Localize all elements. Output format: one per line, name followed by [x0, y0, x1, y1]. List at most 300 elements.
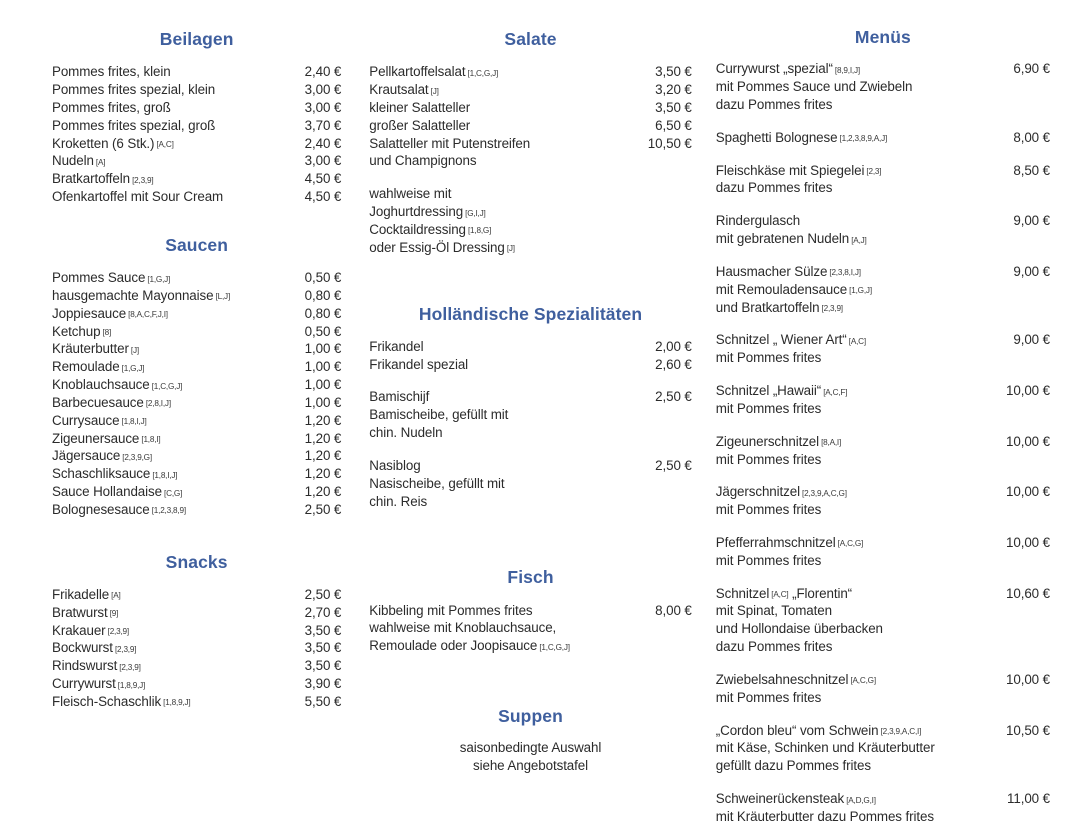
menu-item-price: 1,00 €: [304, 359, 342, 375]
menu-item: [369, 135, 692, 171]
menu-item-names: [52, 483, 289, 501]
menu-item: [52, 117, 341, 135]
allergen-codes: [2,3,9,G]: [120, 452, 152, 462]
menu-item-name: Frikandel: [369, 338, 424, 354]
dressing-intro: wahlweise mit: [369, 186, 452, 202]
menu-item-price: 10,50 €: [1006, 722, 1050, 738]
dressing-option: Joghurtdressing [G,I,J]: [369, 204, 486, 220]
menu-item-name: Bolognesesauce [1,2,3,8,9]: [52, 501, 186, 517]
menu-item-name: Sauce Hollandaise [C,G]: [52, 484, 183, 500]
menu-item-description: dazu Pommes frites: [715, 639, 833, 655]
menu-item-name: Kibbeling mit Pommes frites: [369, 602, 533, 618]
menu-item-names: [716, 60, 992, 113]
menu-item: [52, 412, 341, 430]
menu-item-price: 5,50 €: [304, 693, 342, 709]
menu-item-price: 0,50 €: [304, 270, 342, 286]
menu-item-name: Frikandel spezial: [369, 356, 469, 372]
menu-item-names: [369, 117, 636, 135]
menu-item: [369, 117, 692, 135]
suppen-line: siehe Angebotstafel: [473, 758, 589, 774]
menu-item-name: Krautsalat [J]: [369, 82, 439, 98]
allergen-codes: [2,3,9]: [105, 627, 129, 637]
allergen-codes: [2,3,8,I,J]: [827, 268, 861, 278]
menu-item-name: Currywurst „spezial“ [8,9,I,J]: [715, 61, 860, 77]
menu-item-name: Bockwurst [2,3,9]: [52, 640, 137, 656]
allergen-codes: [2,3]: [864, 167, 882, 177]
menu-item-description: mit Pommes Sauce und Zwiebeln: [715, 79, 913, 95]
menu-item-description: wahlweise mit Knoblauchsauce,: [369, 620, 557, 636]
menu-item-names: [716, 671, 992, 707]
menu-item: [52, 376, 341, 394]
menu-item-names: [52, 430, 289, 448]
menu-item-name: Bamischijf: [369, 389, 430, 405]
menu-item-description: und Bratkartoffeln [2,3,9]: [715, 299, 843, 315]
menu-item-name: Fleischkäse mit Spiegelei [2,3]: [715, 162, 882, 178]
menu-item-name: Fleisch-Schaschlik [1,8,9,J]: [52, 693, 191, 709]
menu-item-name: Schaschliksauce [1,8,I,J]: [52, 466, 178, 482]
section-title-beilagen: Beilagen: [159, 29, 234, 49]
menu-item: [369, 81, 692, 99]
menu-item-description: gefüllt dazu Pommes frites: [715, 758, 871, 774]
menu-item-price: 3,50 €: [655, 99, 692, 115]
menu-item-names: [52, 117, 289, 135]
menu-item-price: 1,20 €: [304, 412, 342, 428]
menu-item-names: [716, 534, 992, 570]
menu-item: [369, 602, 692, 655]
menu-item-names: [716, 162, 992, 198]
menu-item: [716, 722, 1050, 775]
menu-item-names: [52, 135, 289, 153]
menu-item-description: mit Spinat, Tomaten: [715, 603, 832, 619]
menu-item: [52, 81, 341, 99]
menu-item-names: [52, 675, 289, 693]
menu-item-names: [52, 170, 289, 188]
menu-item-names: [52, 376, 289, 394]
dressing-option: Cocktaildressing [1,8,G]: [369, 221, 492, 237]
menu-item-name: „Cordon bleu“ vom Schwein [2,3,9,A,C,I]: [715, 722, 922, 738]
menu-item-names: [369, 602, 636, 655]
menu-item: [716, 129, 1050, 147]
menu-item-names: [369, 388, 636, 441]
menu-item-name: Pellkartoffelsalat [1,C,G,J]: [369, 64, 499, 80]
menu-item: [52, 305, 341, 323]
menu-item-price: 10,50 €: [647, 135, 692, 151]
menu-item: [716, 671, 1050, 707]
menu-item-price: 1,00 €: [304, 341, 342, 357]
menu-item: [52, 340, 341, 358]
menu-item-name: Kräuterbutter [J]: [52, 341, 139, 357]
menu-item: [52, 465, 341, 483]
menu-item-name: Zigeunersauce [1,8,I]: [52, 430, 161, 446]
salate-dressing-note: [369, 185, 692, 256]
menu-item-description: Bamischeibe, gefüllt mit: [369, 407, 509, 423]
section-title-salate: Salate: [504, 29, 557, 49]
allergen-codes: [8,A,I]: [819, 438, 842, 448]
menu-item: [52, 152, 341, 170]
menu-item-description: mit Käse, Schinken und Kräuterbutter: [715, 740, 935, 756]
menu-item: [716, 263, 1050, 316]
spacer: [369, 170, 692, 185]
menu-item-price: 9,00 €: [1013, 263, 1050, 279]
menu-item-price: 0,80 €: [304, 305, 342, 321]
menu-item-names: [716, 331, 992, 367]
allergen-codes: [1,G,J]: [847, 286, 872, 296]
column-left: [26, 14, 349, 760]
menu-item-description: mit Remouladensauce [1,G,J]: [715, 281, 872, 297]
menu-item-name: Frikadelle [A]: [52, 586, 121, 602]
menu-item-price: 3,90 €: [304, 676, 342, 692]
allergen-codes: [C,G]: [161, 488, 183, 498]
menu-item-price: 2,70 €: [304, 604, 342, 620]
allergen-codes: [1,2,3,8,9,A,J]: [837, 134, 888, 144]
menu-item-price: 8,00 €: [1013, 129, 1050, 145]
menu-item-description: chin. Nudeln: [369, 425, 443, 441]
menu-item-names: [52, 465, 289, 483]
menu-item: [52, 639, 341, 657]
menu-item-name: Rindswurst [2,3,9]: [52, 658, 141, 674]
allergen-codes: [A,C,G]: [848, 676, 876, 686]
menu-item-name: Schnitzel [A,C] „Florentin“: [715, 585, 853, 601]
list-snacks: [52, 586, 341, 711]
menu-item-name: Ketchup [8]: [52, 323, 112, 339]
menu-item-names: [52, 622, 289, 640]
menu-item: [369, 338, 692, 356]
menu-item-names: [52, 447, 289, 465]
allergen-codes: [1,2,3,8,9]: [149, 506, 186, 516]
menu-item-names: [369, 356, 636, 374]
menu-item-name: Rindergulasch: [715, 213, 801, 229]
menu-item-price: 9,00 €: [1013, 332, 1050, 348]
menu-item-description: mit Pommes frites: [715, 552, 822, 568]
menu-item-names: [716, 585, 992, 656]
menu-item-description: mit Pommes frites: [715, 350, 822, 366]
allergen-codes: [A,C,G]: [835, 539, 864, 549]
menu-item-names: [52, 394, 289, 412]
menu-item-name: Bratwurst [9]: [52, 604, 119, 620]
menu-item-price: 3,50 €: [304, 622, 342, 638]
menu-item-name: Kroketten (6 Stk.) [A,C]: [52, 135, 174, 151]
menu-item: [52, 657, 341, 675]
menu-item: [52, 604, 341, 622]
menu-item-description: dazu Pommes frites: [715, 180, 833, 196]
menu-item-names: [52, 604, 289, 622]
menu-item: [716, 790, 1050, 826]
menu-item: [52, 693, 341, 711]
allergen-codes: [2,3,9,A,C,I]: [878, 727, 922, 737]
menu-item-names: [716, 129, 992, 147]
menu-item-price: 9,00 €: [1013, 213, 1050, 229]
menu-item: [52, 501, 341, 519]
menu-item-names: [52, 323, 289, 341]
menu-item: [369, 63, 692, 81]
allergen-codes: [2,3,9]: [112, 644, 137, 654]
menu-item-description: mit Pommes frites: [715, 451, 822, 467]
list-saucen: [52, 269, 341, 519]
menu-item-names: [716, 212, 992, 248]
menu-item-name: Remoulade [1,G,J]: [52, 359, 145, 375]
menu-item-names: [716, 433, 992, 469]
menu-item-price: 3,00 €: [304, 153, 342, 169]
menu-item: [716, 433, 1050, 469]
menu-item-name: Bratkartoffeln [2,3,9]: [52, 171, 154, 187]
menu-item-names: [52, 586, 289, 604]
section-title-saucen: Saucen: [165, 234, 229, 255]
menu-item-names: [716, 722, 992, 775]
allergen-codes: [1,8,9,J]: [115, 680, 146, 690]
list-beilagen: [52, 63, 341, 206]
allergen-codes: [2,8,I,J]: [143, 399, 171, 409]
menu-item: [716, 534, 1050, 570]
allergen-codes: [A,C]: [154, 140, 174, 150]
allergen-codes: [9]: [107, 609, 119, 619]
menu-item-name: Pfefferrahmschnitzel [A,C,G]: [715, 534, 864, 550]
section-title-snacks: Snacks: [165, 551, 228, 572]
menu-item: [369, 388, 692, 441]
menu-item-price: 3,50 €: [304, 658, 342, 674]
menu-item-description: und Champignons: [369, 153, 477, 169]
list-salate: [369, 63, 692, 170]
menu-item-name: Ofenkartoffel mit Sour Cream: [52, 189, 224, 205]
menu-item-name: Pommes frites, klein: [52, 64, 171, 80]
menu-item-price: 4,50 €: [304, 189, 342, 205]
menu-item-names: [369, 81, 636, 99]
allergen-codes: [1,G,J]: [119, 363, 145, 373]
menu-item-description: mit Pommes frites: [715, 689, 822, 705]
column-middle: [349, 14, 702, 774]
menu-item-name: Schnitzel „ Wiener Art“ [A,C]: [715, 332, 866, 348]
menu-item: [52, 63, 341, 81]
menu-item: [369, 99, 692, 117]
menu-item: [716, 60, 1050, 113]
menu-item-price: 2,60 €: [655, 356, 692, 372]
menu-item: [52, 287, 341, 305]
allergen-codes: [A,C]: [769, 590, 789, 600]
menu-item: [52, 430, 341, 448]
menu-item: [716, 483, 1050, 519]
menu-item-names: [52, 81, 289, 99]
menu-item: [52, 358, 341, 376]
menu-item: [52, 483, 341, 501]
menu-item-price: 4,50 €: [304, 171, 342, 187]
allergen-codes: [A]: [109, 591, 121, 601]
menu-item-names: [52, 287, 289, 305]
section-title-fisch: Fisch: [507, 567, 554, 588]
menu-item: [52, 622, 341, 640]
menu-item-name: Pommes Sauce [1,G,J]: [52, 270, 171, 286]
allergen-codes: [A,J]: [849, 235, 867, 245]
allergen-codes: [J]: [128, 345, 139, 355]
menu-item-names: [716, 382, 992, 418]
menu-item: [52, 586, 341, 604]
menu-item-names: [716, 483, 992, 519]
menu-item-price: 10,00 €: [1006, 383, 1050, 399]
list-hollaendische: [369, 338, 692, 511]
column-right: [702, 14, 1054, 824]
menu-item: [52, 269, 341, 287]
menu-item-name: Pommes frites, groß: [52, 99, 171, 115]
menu-item-description: Nasischeibe, gefüllt mit: [369, 475, 505, 491]
menu-item-price: 2,50 €: [655, 389, 692, 405]
menu-item: [716, 162, 1050, 198]
menu-item-description: chin. Reis: [369, 493, 428, 509]
allergen-codes: [1,8,9,J]: [161, 698, 191, 708]
menu-item-names: [716, 790, 992, 826]
menu-item-name: Hausmacher Sülze [2,3,8,I,J]: [715, 263, 861, 279]
menu-item-price: 0,80 €: [304, 287, 342, 303]
menu-item-price: 11,00 €: [1007, 791, 1050, 807]
menu-item-name: Jägerschnitzel [2,3,9,A,C,G]: [715, 484, 847, 500]
menu-item-price: 10,00 €: [1006, 433, 1050, 449]
menu-item-description: mit Pommes frites: [715, 502, 822, 518]
menu-item-names: [52, 693, 289, 711]
suppen-note: [369, 739, 692, 775]
allergen-codes: [1,8,I,J]: [150, 470, 178, 480]
menu-item-price: 1,00 €: [304, 377, 342, 393]
menu-item-names: [369, 457, 636, 510]
menu-item-names: [369, 135, 636, 171]
allergen-codes: [A,D,G,I]: [844, 795, 876, 805]
menu-item: [52, 394, 341, 412]
menu-item-price: 10,00 €: [1006, 484, 1050, 500]
menu-item-name: Knoblauchsauce [1,C,G,J]: [52, 377, 183, 393]
menu-item-price: 2,40 €: [304, 64, 342, 80]
menu-item-name: Currywurst [1,8,9,J]: [52, 676, 146, 692]
menu-item-names: [52, 269, 289, 287]
dressing-option: oder Essig-Öl Dressing [J]: [369, 239, 515, 255]
menu-item-price: 10,00 €: [1006, 671, 1050, 687]
menu-item-price: 8,50 €: [1013, 162, 1050, 178]
allergen-codes: [1,C,G,J]: [465, 68, 499, 78]
menu-item-names: [52, 152, 289, 170]
menu-item-description: und Hollondaise überbacken: [715, 621, 883, 637]
menu-item-description: dazu Pommes frites: [715, 96, 833, 112]
menu-item-price: 10,00 €: [1006, 534, 1050, 550]
menu-item-price: 1,20 €: [304, 448, 342, 464]
menu-item-names: [369, 338, 636, 356]
menu-item-name: Joppiesauce [8,A,C,F,J,I]: [52, 305, 168, 321]
menu-item-price: 1,00 €: [304, 394, 342, 410]
menu-item: [369, 356, 692, 374]
allergen-codes: [1,8,I]: [139, 435, 161, 445]
menu-item: [716, 382, 1050, 418]
allergen-codes: [G,I,J]: [463, 208, 486, 218]
menu-item-description: mit Kräuterbutter dazu Pommes frites: [715, 808, 934, 824]
menu-item-names: [52, 501, 289, 519]
allergen-codes: [1,8,G]: [465, 226, 492, 236]
menu-item-names: [52, 63, 289, 81]
allergen-codes: [A]: [93, 157, 106, 167]
menu-item-name: hausgemachte Mayonnaise [L,J]: [52, 287, 231, 303]
menu-item: [52, 447, 341, 465]
menu-item-names: [52, 340, 289, 358]
allergen-codes: [8,A,C,F,J,I]: [126, 310, 168, 320]
menu-item-name: Nasiblog: [369, 457, 421, 473]
menu-item: [369, 457, 692, 510]
menu-item-price: 3,70 €: [304, 117, 342, 133]
menu-item-price: 3,50 €: [655, 64, 692, 80]
menu-item-price: 6,50 €: [655, 117, 692, 133]
menu-item-price: 2,00 €: [655, 338, 692, 354]
menu-item-name: kleiner Salatteller: [369, 99, 471, 115]
menu-item-price: 6,90 €: [1013, 61, 1050, 77]
allergen-codes: [1,C,G,J]: [537, 642, 570, 652]
section-title-hollaendische: Holländische Spezialitäten: [418, 303, 643, 324]
menu-item-name: Pommes frites spezial, groß: [52, 117, 216, 133]
menu-item-description: Remoulade oder Joopisauce [1,C,G,J]: [369, 638, 570, 654]
allergen-codes: [A,C,F]: [821, 387, 848, 397]
allergen-codes: [J]: [428, 86, 439, 96]
menu-item: [52, 170, 341, 188]
allergen-codes: [A,C]: [846, 336, 866, 346]
allergen-codes: [L,J]: [213, 292, 231, 302]
allergen-codes: [2,3,9]: [130, 175, 154, 185]
menu-item-name: Schweinerückensteak [A,D,G,I]: [715, 791, 876, 807]
menu-item-name: Spaghetti Bolognese [1,2,3,8,9,A,J]: [715, 129, 888, 145]
menu-item-name: Schnitzel „Hawaii“ [A,C,F]: [715, 383, 848, 399]
menu-item-price: 1,20 €: [304, 430, 342, 446]
menu-item-price: 2,50 €: [304, 586, 342, 602]
menu-item-names: [52, 412, 289, 430]
menu-item-price: 3,20 €: [655, 82, 692, 98]
menu-item-names: [716, 263, 992, 316]
allergen-codes: [1,C,G,J]: [149, 381, 183, 391]
allergen-codes: [2,3,9]: [819, 304, 843, 314]
menu-item: [716, 585, 1050, 656]
menu-item-names: [52, 657, 289, 675]
menu-item-name: Zwiebelsahneschnitzel [A,C,G]: [715, 671, 876, 687]
menu-item-price: 8,00 €: [655, 602, 692, 618]
menu-item-names: [52, 99, 289, 117]
list-menus: [716, 60, 1050, 826]
menu-item-name: Krakauer [2,3,9]: [52, 622, 129, 638]
menu-item-price: 1,20 €: [304, 484, 342, 500]
menu-item-price: 0,50 €: [304, 323, 342, 339]
menu-item: [52, 188, 341, 206]
menu-item: [716, 331, 1050, 367]
menu-item-names: [52, 358, 289, 376]
menu-item-price: 2,50 €: [655, 457, 692, 473]
menu-item-name: Currysauce [1,8,I,J]: [52, 412, 147, 428]
menu-item: [52, 675, 341, 693]
menu-item-names: [369, 99, 636, 117]
menu-item: [52, 323, 341, 341]
menu-item-price: 3,50 €: [304, 640, 342, 656]
menu-item-name: Salatteller mit Putenstreifen: [369, 135, 531, 151]
suppen-line: saisonbedingte Auswahl: [459, 740, 602, 756]
section-title-suppen: Suppen: [498, 706, 563, 727]
allergen-codes: [8,9,I,J]: [832, 65, 860, 75]
menu-item-price: 3,00 €: [304, 99, 342, 115]
menu-item-description: mit gebratenen Nudeln [A,J]: [715, 231, 867, 247]
menu-item-name: großer Salatteller: [369, 117, 471, 133]
menu-item-name: Pommes frites spezial, klein: [52, 82, 216, 98]
menu-item-name: Barbecuesauce [2,8,I,J]: [52, 394, 171, 410]
menu-item-price: 10,60 €: [1006, 585, 1050, 601]
menu-item-names: [52, 188, 289, 206]
menu-item-price: 1,20 €: [304, 466, 342, 482]
menu-item-name: Zigeunerschnitzel [8,A,I]: [715, 433, 842, 449]
list-fisch: [369, 602, 692, 655]
menu-item: [52, 135, 341, 153]
menu-item: [52, 99, 341, 117]
menu-item-name: Nudeln [A]: [52, 153, 106, 169]
allergen-codes: [1,G,J]: [145, 274, 171, 284]
menu-item-price: 2,50 €: [304, 501, 342, 517]
menu-item-names: [52, 305, 289, 323]
allergen-codes: [8]: [100, 328, 112, 338]
allergen-codes: [2,3,9,A,C,G]: [799, 488, 847, 498]
section-title-menus: Menüs: [854, 27, 911, 47]
